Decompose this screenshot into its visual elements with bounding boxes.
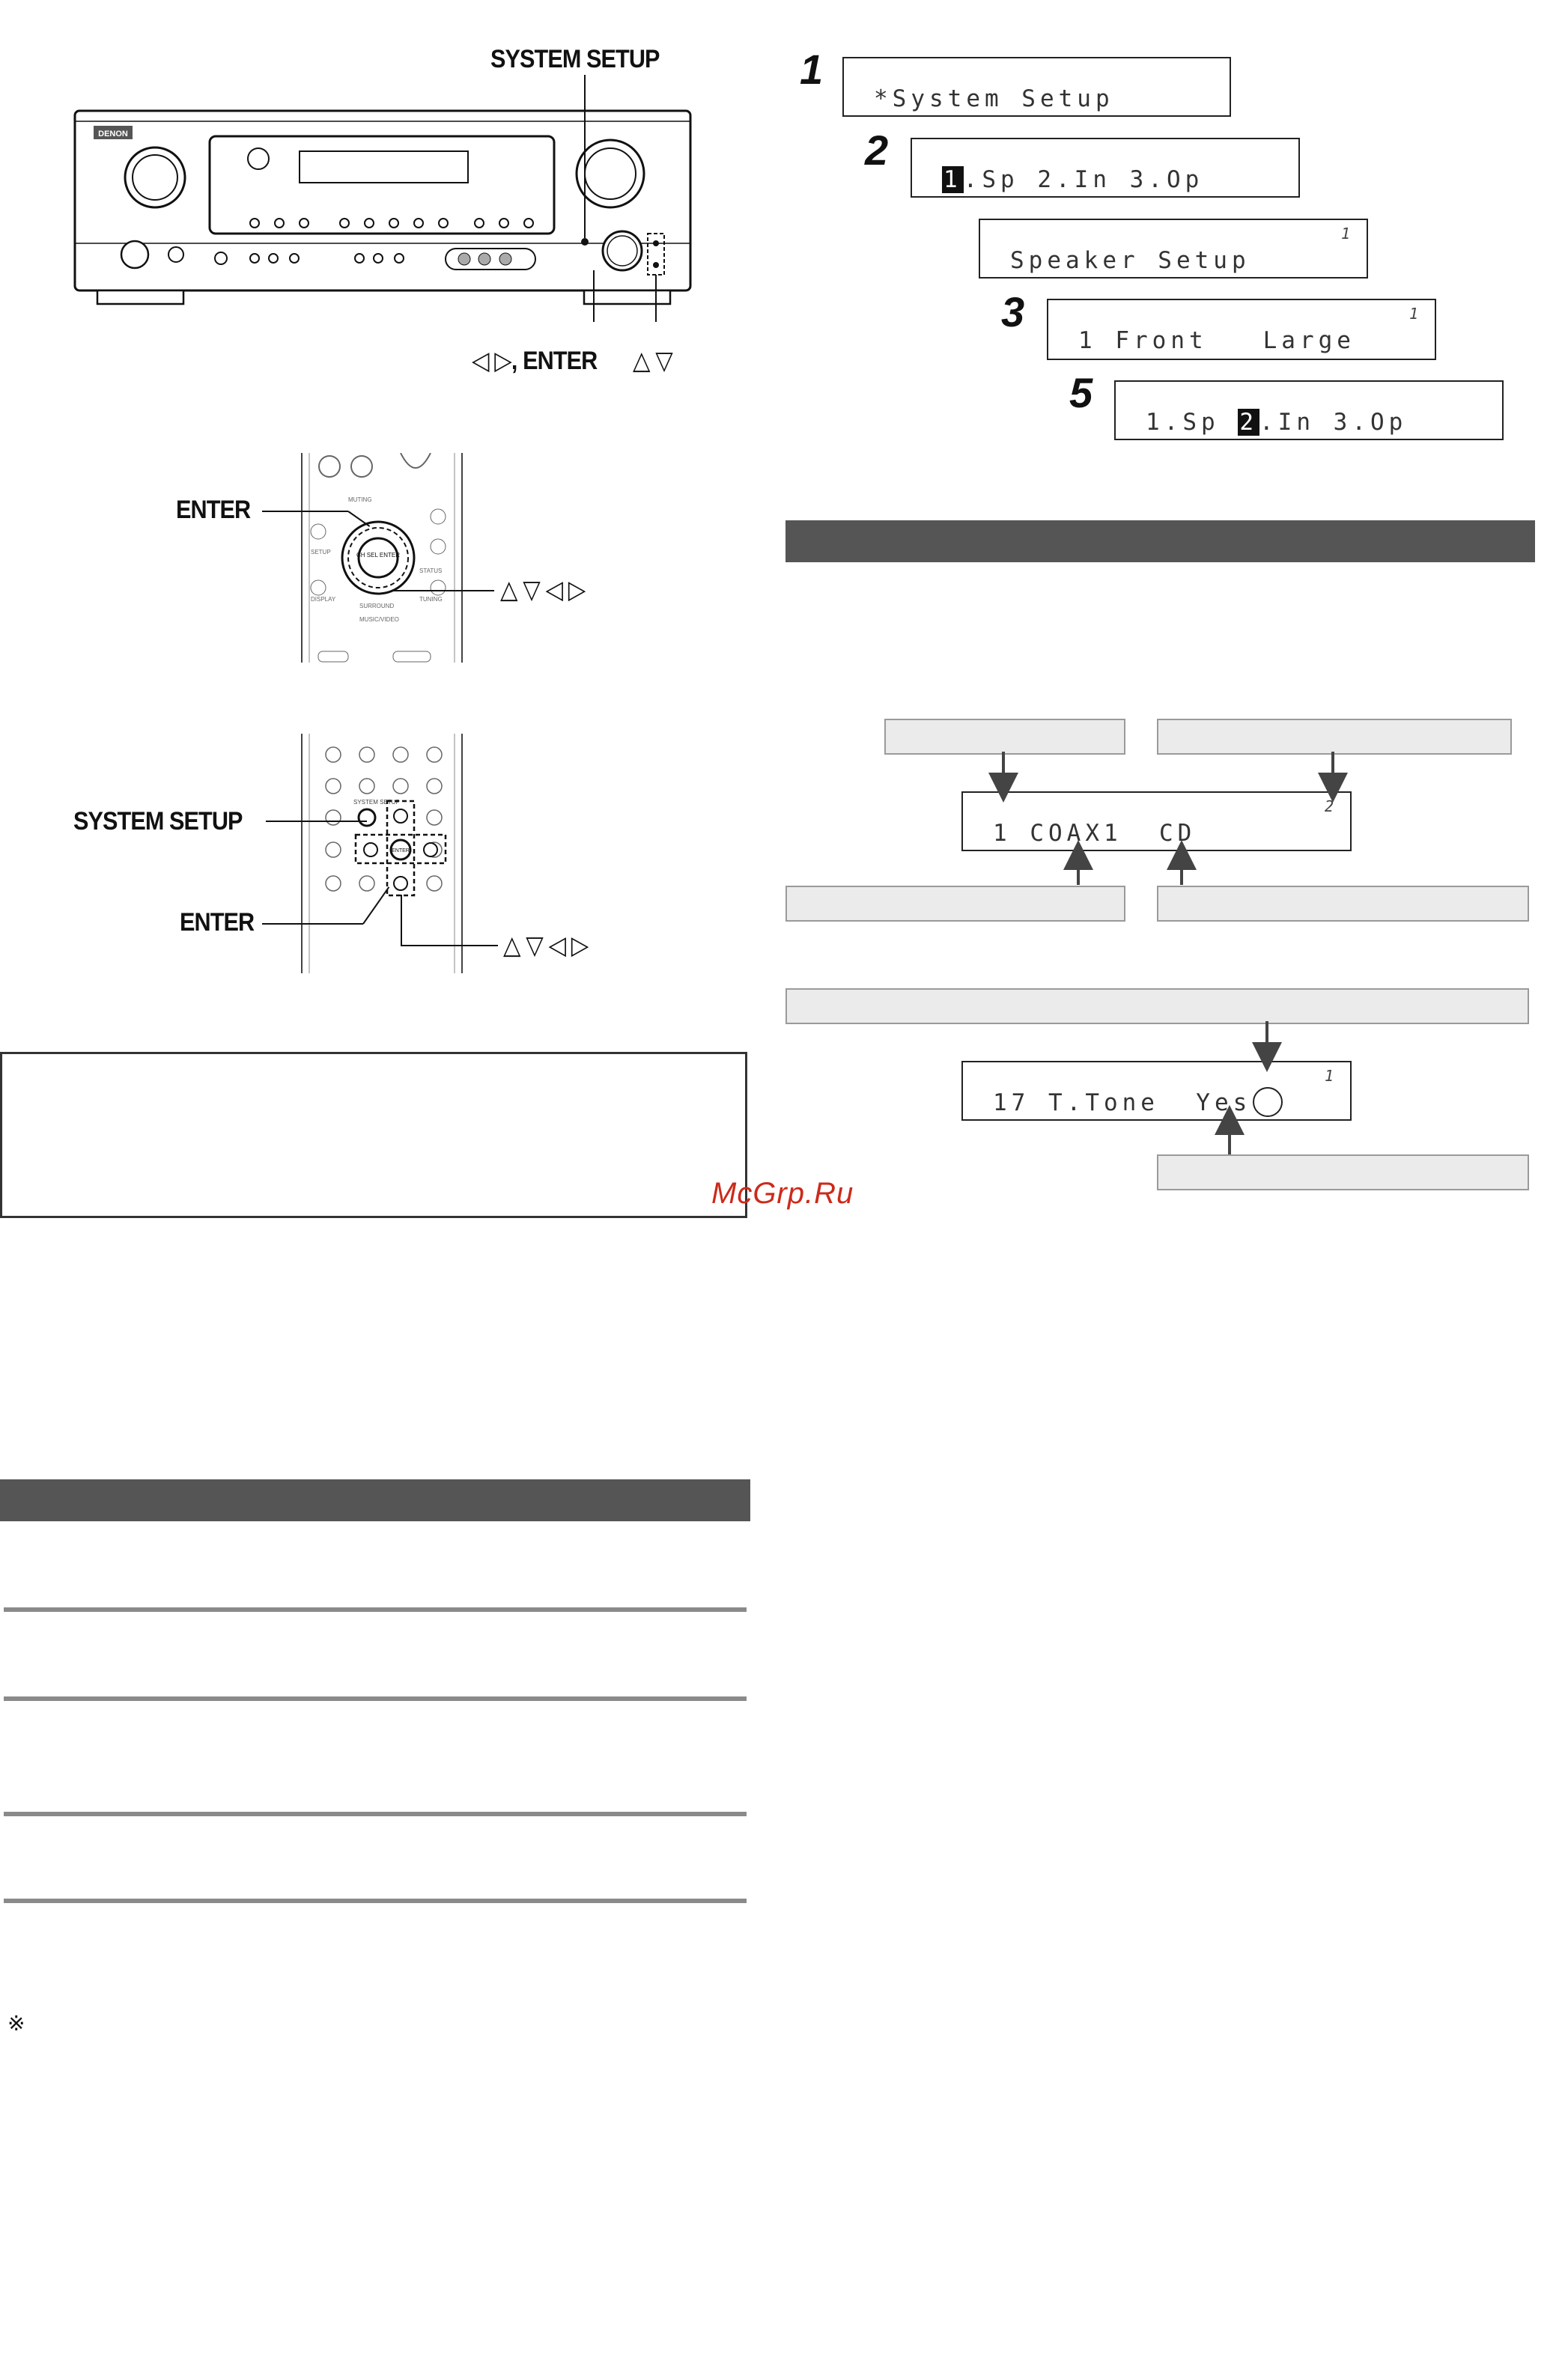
remote1-surround-label: SURROUND (359, 603, 395, 609)
rule-3 (4, 1812, 747, 1816)
callout-arrows-remote2: △ ▽ ◁ ▷ (503, 931, 589, 960)
diagram2-lcd-text: 17 T.Tone Yes (993, 1089, 1252, 1116)
step-2-lcd-rest: .Sp 2.In 3.Op (963, 166, 1204, 193)
step-2-cursor: 1 (943, 166, 962, 193)
step-5-number: 5 (1069, 369, 1093, 416)
note-mark: ※ (7, 2012, 25, 2035)
diagram1-label-top-right (1157, 719, 1512, 755)
remote-2-illustration (296, 734, 468, 973)
speaker-setup-lcd-index: 1 (1340, 225, 1350, 243)
receiver-illustration (71, 105, 700, 322)
step-1-lcd-text: *System Setup (874, 85, 1114, 112)
callout-enter-remote1: ENTER (176, 496, 251, 524)
remote1-display-label: DISPLAY (311, 596, 336, 603)
step-3-lcd-index: 1 (1408, 305, 1418, 323)
speaker-setup-lcd (979, 219, 1368, 279)
step-5-lcd-pre: 1.Sp (1146, 409, 1239, 436)
remote1-muting-label: MUTING (348, 496, 372, 503)
step-3-lcd (1047, 299, 1436, 360)
callout-lr-enter: ◁ ▷, ENTER (472, 347, 598, 375)
step-2-number: 2 (865, 127, 889, 174)
diagram2-lcd (961, 1061, 1352, 1121)
callout-system-setup-remote2: SYSTEM SETUP (73, 807, 243, 836)
remote1-tuning-label: TUNING (419, 596, 443, 603)
remote1-ch-sel-enter-label: CH SEL ENTER (356, 552, 400, 559)
step-2-lcd-text (942, 166, 1203, 193)
callout-enter-remote2: ENTER (180, 908, 255, 937)
step-1-number: 1 (800, 46, 824, 93)
receiver-brand: DENON (98, 130, 128, 139)
rule-4 (4, 1899, 747, 1903)
remote1-status-label: STATUS (419, 567, 443, 574)
diagram1-label-bottom-right (1157, 886, 1529, 922)
step-5-lcd (1114, 380, 1504, 440)
diagram2-label-top (785, 988, 1529, 1024)
remote1-setup-label: SETUP (311, 549, 331, 556)
section-band-left (0, 1479, 750, 1521)
callout-updown: △ ▽ (633, 347, 672, 375)
step-5-lcd-text (1146, 409, 1407, 436)
rule-2 (4, 1696, 747, 1701)
step-1-lcd (842, 57, 1231, 117)
remote2-system-setup-button (359, 809, 375, 826)
note-box (0, 1052, 747, 1218)
callout-system-setup: SYSTEM SETUP (490, 45, 660, 73)
rule-1 (4, 1607, 747, 1612)
remote2-enter-label: ENTER (392, 848, 410, 853)
step-2-lcd (911, 138, 1300, 198)
speaker-setup-lcd-text: Speaker Setup (1010, 247, 1250, 274)
remote2-system-setup-label: SYSTEM SETUP (353, 799, 400, 806)
diagram2-label-bottom (1157, 1154, 1529, 1190)
system-setup-button-receiver (581, 238, 589, 246)
section-band-right (785, 520, 1535, 562)
diagram1-label-bottom-left (785, 886, 1125, 922)
step-5-lcd-rest: .In 3.Op (1259, 409, 1408, 436)
step-5-cursor: 2 (1239, 409, 1258, 436)
diagram2-lcd-index: 1 (1324, 1067, 1334, 1085)
diagram1-arrows (958, 752, 1363, 886)
diagram1-label-top-left (884, 719, 1125, 755)
watermark: McGrp.Ru (711, 1177, 854, 1210)
callout-arrows-remote1: △ ▽ ◁ ▷ (500, 576, 586, 604)
diagram1-lcd-text: 1 COAX1 CD (993, 820, 1197, 847)
remote-1-illustration (296, 453, 468, 663)
remote1-music-video-label: MUSIC/VIDEO (359, 616, 399, 623)
diagram2-arrows (1198, 1021, 1288, 1156)
step-3-lcd-text: 1 Front Large (1078, 327, 1355, 354)
step-3-number: 3 (1001, 288, 1025, 335)
diagram1-lcd-index: 2 (1324, 797, 1334, 815)
